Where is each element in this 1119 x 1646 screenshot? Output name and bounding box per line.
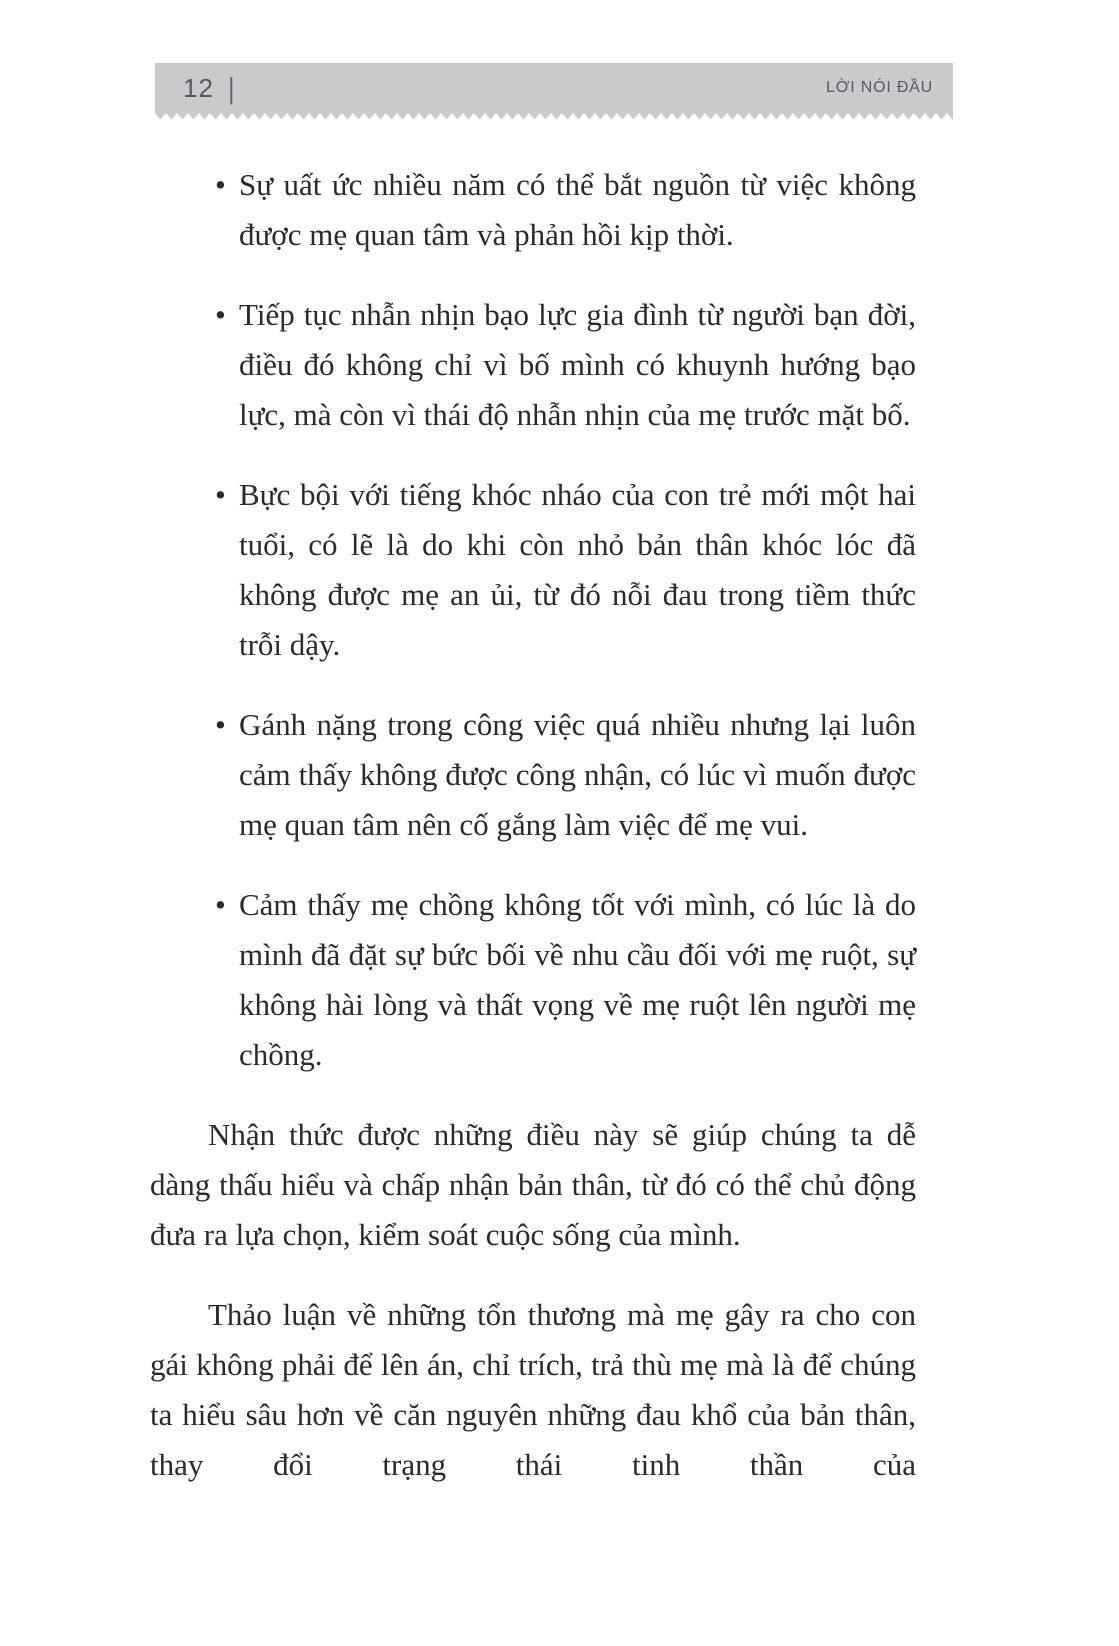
list-item [150,700,916,850]
page-number-group [183,70,235,105]
page-body [150,160,916,1490]
list-item-text: Cảm thấy mẹ chồng không tốt với mình, có lúc là do mình đã đặt sự bức bối về nhu cầu đối với mẹ ruột, sự không hài lòng và thất vọng về mẹ ruột lên người mẹ chồng. [239,887,916,1072]
list-item [150,160,916,260]
list-item [150,290,916,440]
header-divider: | [227,70,235,105]
bullet-icon: • [215,477,226,512]
list-item-text: Gánh nặng trong công việc quá nhiều nhưng lại luôn cảm thấy không được công nhận, có lúc vì muốn được mẹ quan tâm nên cố gắng làm việc để mẹ vui. [239,707,916,842]
bullet-icon: • [215,167,226,202]
list-item-text: Sự uất ức nhiều năm có thể bắt nguồn từ việc không được mẹ quan tâm và phản hồi kịp thời. [239,167,916,252]
bullet-icon: • [215,297,226,332]
header-perforated-edge-icon [155,113,953,121]
page-number: 12 [183,72,214,103]
list-item [150,880,916,1080]
list-item [150,470,916,670]
running-section-title: LỜI NÓI ĐẦU [826,79,933,96]
list-item-text: Bực bội với tiếng khóc nháo của con trẻ mới một hai tuổi, có lẽ là do khi còn nhỏ bản thân khóc lóc đã không được mẹ an ủi, từ đó nỗi đau trong tiềm thức trỗi dậy. [239,477,916,662]
page-header [155,63,953,113]
bullet-icon: • [215,707,226,742]
bullet-icon: • [215,887,226,922]
body-paragraph: Thảo luận về những tổn thương mà mẹ gây ra cho con gái không phải để lên án, chỉ trích, trả thù mẹ mà là để chúng ta hiểu sâu hơn về căn nguyên những đau khổ của bản thân, thay đổi trạng thái tinh thần của [150,1297,916,1482]
list-item-text: Tiếp tục nhẫn nhịn bạo lực gia đình từ người bạn đời, điều đó không chỉ vì bố mình có khuynh hướng bạo lực, mà còn vì thái độ nhẫn nhịn của mẹ trước mặt bố. [239,297,916,432]
bullet-list [150,160,916,1080]
body-paragraph: Nhận thức được những điều này sẽ giúp chúng ta dễ dàng thấu hiểu và chấp nhận bản thân, từ đó có thể chủ động đưa ra lựa chọn, kiểm soát cuộc sống của mình. [150,1117,916,1252]
